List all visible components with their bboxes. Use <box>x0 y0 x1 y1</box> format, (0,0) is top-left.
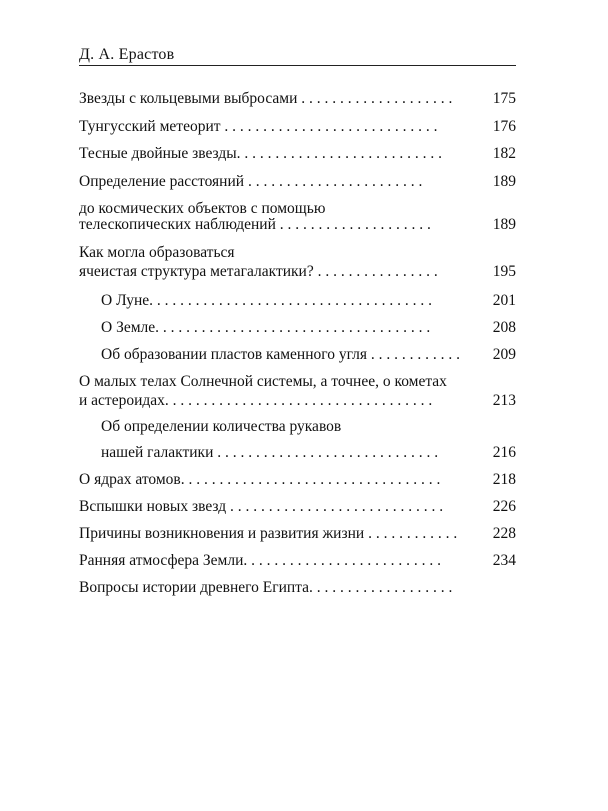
toc-entry-text: телескопических наблюдений . . . . . . . . . . . . . . . . . . . . <box>79 216 431 233</box>
toc-entry-page: 216 <box>492 444 516 461</box>
toc-entry-text: нашей галактики . . . . . . . . . . . . . . . . . . . . . . . . . . . . . <box>101 444 439 461</box>
toc-entry-text: Тунгусский метеорит . . . . . . . . . . . . . . . . . . . . . . . . . . . . <box>79 118 438 135</box>
toc-entry-text: Об определении количества рукавов <box>101 418 342 435</box>
toc-entry-text: и астероидах. . . . . . . . . . . . . . . . . . . . . . . . . . . . . . . . . . . <box>79 392 433 409</box>
toc-entry-page: 175 <box>492 90 516 107</box>
toc-entry-text: Как могла образоваться <box>79 244 235 261</box>
toc-entry-text: Звезды с кольцевыми выбросами . . . . . . . . . . . . . . . . . . . . <box>79 90 453 107</box>
toc-entry-text: О Луне. . . . . . . . . . . . . . . . . . . . . . . . . . . . . . . . . . . . . <box>101 292 432 309</box>
toc-entry-text: Причины возникновения и развития жизни . . . . . . . . . . . . <box>79 525 458 542</box>
running-header-author: Д. А. Ерастов <box>79 46 175 63</box>
toc-entry-text: О Земле. . . . . . . . . . . . . . . . . . . . . . . . . . . . . . . . . . . . <box>101 319 431 336</box>
toc-entry-page: 189 <box>492 216 516 233</box>
toc-entry-page: 201 <box>492 292 516 309</box>
toc-entry-page: 195 <box>492 263 516 280</box>
toc-entry-text: О малых телах Солнечной системы, а точнее, о кометах <box>79 373 447 390</box>
toc-entry-page: 218 <box>492 471 516 488</box>
toc-entry-page: 213 <box>492 392 516 409</box>
toc-entry-text: Определение расстояний . . . . . . . . . . . . . . . . . . . . . . . <box>79 173 423 190</box>
toc-entry-page: 209 <box>492 346 516 363</box>
toc-entry-page: 234 <box>492 552 516 569</box>
toc-entry-text: Тесные двойные звезды. . . . . . . . . . . . . . . . . . . . . . . . . . . <box>79 145 443 162</box>
toc-entry-page: 228 <box>492 525 516 542</box>
toc-entry-text: Вопросы истории древнего Египта. . . . . . . . . . . . . . . . . . . <box>79 579 453 596</box>
toc-entry-text: О ядрах атомов. . . . . . . . . . . . . . . . . . . . . . . . . . . . . . . . . . <box>79 471 441 488</box>
toc-entry-page: 208 <box>492 319 516 336</box>
toc-entry-text: Вспышки новых звезд . . . . . . . . . . . . . . . . . . . . . . . . . . . . <box>79 498 444 515</box>
toc-entry-text: ячеистая структура метагалактики? . . . . . . . . . . . . . . . . <box>79 263 438 280</box>
toc-entry-page: 182 <box>492 145 516 162</box>
toc-entry-text: Об образовании пластов каменного угля . . . . . . . . . . . . <box>101 346 461 363</box>
toc-entry-text: до космических объектов с помощью <box>79 200 326 217</box>
toc-entry-text: Ранняя атмосфера Земли. . . . . . . . . . . . . . . . . . . . . . . . . . <box>79 552 442 569</box>
toc-entry-page: 189 <box>492 173 516 190</box>
toc-entry-page: 176 <box>492 118 516 135</box>
toc-entry-page: 226 <box>492 498 516 515</box>
